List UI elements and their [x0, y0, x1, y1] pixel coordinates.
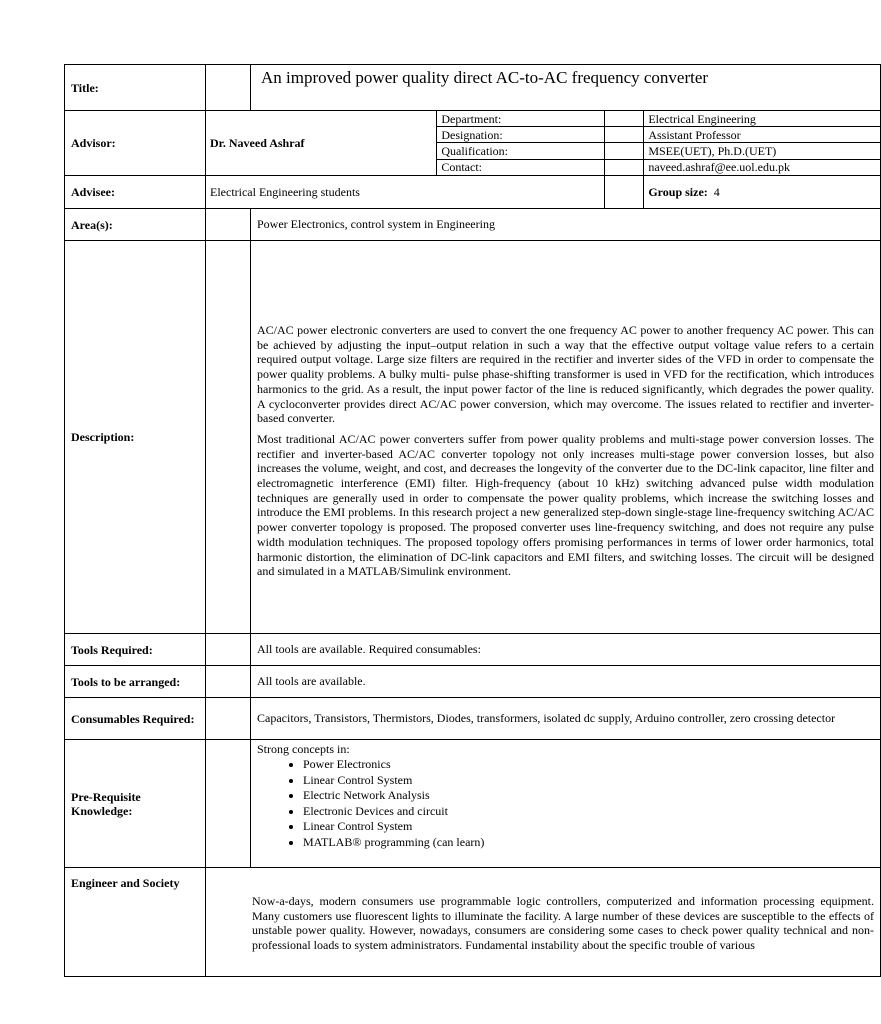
engineer-society-row [65, 868, 881, 977]
engineer-society-label: Engineer and Society [65, 868, 206, 977]
detail-key-contact: Contact: [437, 159, 604, 175]
tools-arranged-label: Tools to be arranged: [65, 666, 206, 698]
tools-required-label: Tools Required: [65, 634, 206, 666]
tools-required-value: All tools are available. Required consumables: [251, 634, 881, 666]
advisor-details-table [206, 111, 880, 175]
list-item: • Linear Control System [303, 819, 874, 835]
group-size-value: 4 [713, 185, 720, 199]
tools-arranged-value: All tools are available. [251, 666, 881, 698]
detail-value-designation: Assistant Professor [644, 127, 880, 143]
detail-value-contact[interactable]: naveed.ashraf@ee.uol.edu.pk [644, 159, 880, 175]
group-size-label: Group size: [648, 185, 708, 199]
prerequisite-list [257, 757, 874, 850]
list-item: • Linear Control System [303, 773, 874, 789]
title-row [65, 65, 881, 111]
detail-value-department: Electrical Engineering [644, 111, 880, 127]
detail-value-qualification: MSEE(UET), Ph.D.(UET) [644, 143, 880, 159]
prerequisite-row [65, 740, 881, 868]
title-label: Title: [65, 65, 206, 111]
consumables-label: Consumables Required: [65, 698, 206, 740]
list-item: • Electric Network Analysis [303, 788, 874, 804]
advisee-row [65, 176, 881, 209]
consumables-value: Capacitors, Transistors, Thermistors, Diodes, transformers, isolated dc supply, Arduino controller, zero crossing detector [251, 698, 881, 740]
prerequisite-content [251, 740, 881, 868]
areas-label: Area(s): [65, 209, 206, 241]
advisor-row [65, 111, 881, 176]
consumables-row [65, 698, 881, 740]
description-row [65, 241, 881, 634]
description-paragraph-1: AC/AC power electronic converters are used to convert the one frequency AC power to another frequency AC power. This can be achieved by adjusting the input–output relation in such a way that the effective output voltage value refers to a certain required output voltage. Large size filters are required in the rectifier and inverter sides of the VFD in order to compensate the power quality problems. A bulky multi- pulse phase-shifting transformer is used in VFD for the rectification, which introduces harmonics to the grid. As a result, the input power factor of the line is reduced significantly, which degrades the power quality. A cycloconverter provides direct AC/AC power conversion, which may overcome. The issues related to rectifier and inverter-based converter. [257, 323, 874, 426]
engineer-society-text: Now-a-days, modern consumers use programmable logic controllers, computerized and information processing equipment. Many customers use fluorescent lights to illuminate the facility. A large number of these devices are susceptible to the effects of unstable power quality. However, nowadays, consumers are considering some cases to check power quality technical and non-professional loads to system administrators. Fundamental instability about the specific trouble of various [252, 894, 874, 953]
description-paragraph-2: Most traditional AC/AC power converters suffer from power quality problems and multi-stage power conversion losses. The rectifier and inverter-based AC/AC converter topology not only increases multi-stage power conversion losses, but also increases the volume, weight, and cost, and decreases the longevity of the converter due to the DC-link capacitor, line filter and electromagnetic interference (EMI) filter. High-frequency (about 10 kHz) switching advanced pulse width modulation techniques are generally used in order to compensate the power quality problems, which increase the switching losses and introduce the EMI problems. In this research project a new generalized step-down single-stage line-frequency switching AC/AC power converter topology is proposed. The proposed converter uses line-frequency switching, and does not require any pulse width modulation techniques. The proposed topology offers promising performances in terms of lower order harmonics, total harmonic distortion, the elimination of DC-link capacitors and EMI filters, and switching losses. The circuit will be designed and simulated in a MATLAB/Simulink environment. [257, 431, 874, 579]
proposal-table [64, 64, 881, 977]
tools-arranged-row [65, 666, 881, 698]
detail-key-qualification: Qualification: [437, 143, 604, 159]
description-label: Description: [65, 241, 206, 634]
prerequisite-label: Pre-Requisite Knowledge: [65, 740, 206, 868]
advisee-label: Advisee: [65, 176, 206, 209]
advisor-name: Dr. Naveed Ashraf [206, 111, 437, 175]
detail-key-department: Department: [437, 111, 604, 127]
description-text [251, 241, 881, 634]
areas-row [65, 209, 881, 241]
list-item: • Power Electronics [303, 757, 874, 773]
prerequisite-intro: Strong concepts in: [257, 742, 350, 756]
list-item: • MATLAB® programming (can learn) [303, 835, 874, 851]
title-spacer-cell [206, 65, 251, 111]
group-size [644, 176, 880, 208]
list-item: • Electronic Devices and circuit [303, 804, 874, 820]
proposal-document [64, 64, 874, 976]
tools-required-row [65, 634, 881, 666]
project-title: An improved power quality direct AC-to-AC frequency converter [251, 65, 881, 111]
advisor-label: Advisor: [65, 111, 206, 176]
advisee-value: Electrical Engineering students [206, 176, 604, 208]
detail-key-designation: Designation: [437, 127, 604, 143]
areas-value: Power Electronics, control system in Engineering [251, 209, 881, 241]
